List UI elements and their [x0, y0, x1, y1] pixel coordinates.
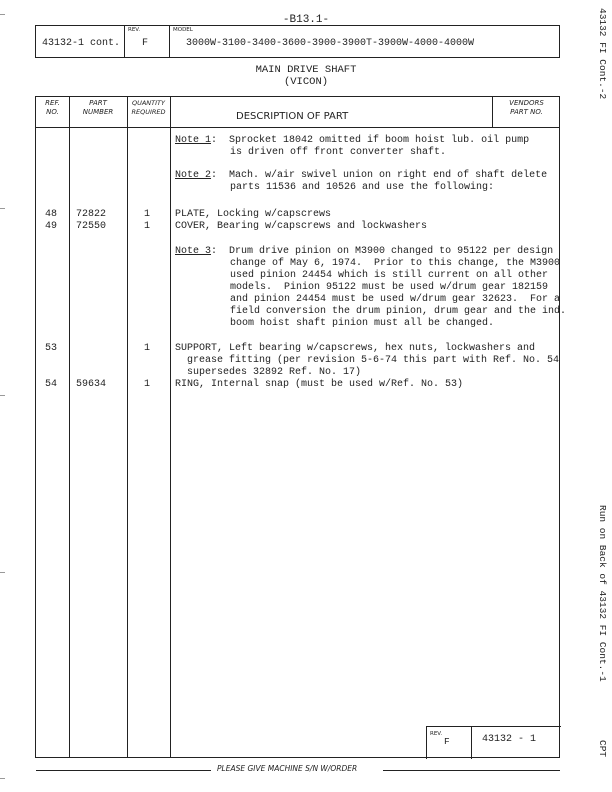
header-box: [35, 25, 560, 58]
note-1-line-2: is driven off front converter shaft.: [230, 147, 447, 158]
col-ref-header: REF. NO.: [45, 99, 60, 116]
footer-rev: F: [444, 736, 450, 747]
punch-mark: [0, 14, 5, 15]
desc-49: COVER, Bearing w/capscrews and lockwashers: [175, 221, 428, 232]
col-description-header: DESCRIPTION OF PART: [236, 111, 349, 122]
model-list: 3000W-3100-3400-3600-3900-3900T-3900W-4000-4000W: [186, 38, 475, 49]
qty-54: 1: [143, 379, 150, 390]
note-2: Note 2: Mach. w/air swivel union on right end of shaft delete: [175, 170, 548, 181]
ref-53: 53: [45, 343, 58, 354]
side-text-bottom: CPT: [597, 740, 608, 758]
qty-53: 1: [143, 343, 150, 354]
desc-54: RING, Internal snap (must be used w/Ref. No. 53): [175, 379, 464, 390]
note-3-line-7: boom hoist shaft pinion must all be changed.: [230, 318, 495, 329]
note-3-line-4: models. Pinion 95122 must be used w/drum gear 182159: [230, 282, 549, 293]
rev-cell: [125, 26, 170, 57]
note-2-line-2: parts 11536 and 10526 and use the following:: [230, 182, 495, 193]
note-3: Note 3: Drum drive pinion on M3900 changed to 95122 per design: [175, 246, 554, 257]
note-3-line-3: used pinion 24454 which is still current on all other: [230, 270, 549, 281]
note-3-line-5: and pinion 24454 must be used w/drum gear 32623. For a: [230, 294, 561, 305]
qty-49: 1: [143, 221, 150, 232]
desc-53: SUPPORT, Left bearing w/capscrews, hex nuts, lockwashers and: [175, 343, 536, 354]
part-72550: 72550: [76, 221, 107, 232]
punch-mark: [0, 778, 5, 779]
title-line-1: MAIN DRIVE SHAFT: [255, 64, 357, 76]
ref-48: 48: [45, 209, 58, 220]
col-qty-header: QUANTITY REQUIRED: [131, 99, 166, 116]
desc-53-line-2: grease fitting (per revision 5-6-74 this part with Ref. No. 54: [175, 355, 560, 366]
note-3-line-2: change of May 6, 1974. Prior to this change, the M3900: [230, 258, 561, 269]
part-72822: 72822: [76, 209, 107, 220]
punch-mark: [0, 572, 5, 573]
rev-value: F: [142, 38, 149, 49]
footer-doc-id: 43132 - 1: [482, 734, 537, 745]
model-cell: [170, 26, 559, 57]
doc-id: 43132-1 cont.: [42, 38, 121, 49]
punch-mark: [0, 208, 5, 209]
ref-49: 49: [45, 221, 58, 232]
doc-id-cell: [36, 26, 125, 57]
part-59634: 59634: [76, 379, 107, 390]
ref-54: 54: [45, 379, 58, 390]
footer-text: PLEASE GIVE MACHINE S/N W/ORDER: [217, 764, 358, 773]
col-part-header: PART NUMBER: [82, 99, 114, 116]
note-3-line-6: field conversion the drum pinion, drum gear and the ind.: [230, 306, 567, 317]
qty-48: 1: [143, 209, 150, 220]
side-text-middle: Run on Back of 43132 FI Cont.-1: [597, 505, 608, 682]
footer-box: [426, 726, 561, 759]
rev-label: REV.: [128, 27, 141, 33]
footer-rev-label: REV.: [430, 731, 443, 737]
parts-table: [35, 96, 567, 758]
model-label: MODEL: [173, 27, 193, 33]
page-title: [0, 64, 612, 88]
side-text-top: 43132 FI Cont.-2: [597, 8, 608, 100]
desc-48: PLATE, Locking w/capscrews: [175, 209, 332, 220]
col-vendors-header: VENDORS PART NO.: [509, 99, 544, 116]
title-line-2: (VICON): [283, 76, 329, 88]
punch-mark: [0, 395, 5, 396]
page-code: -B13.1-: [282, 14, 330, 26]
note-1: Note 1: Sprocket 18042 omitted if boom hoist lub. oil pump: [175, 135, 530, 146]
desc-53-line-3: supersedes 32892 Ref. No. 17): [175, 367, 362, 378]
